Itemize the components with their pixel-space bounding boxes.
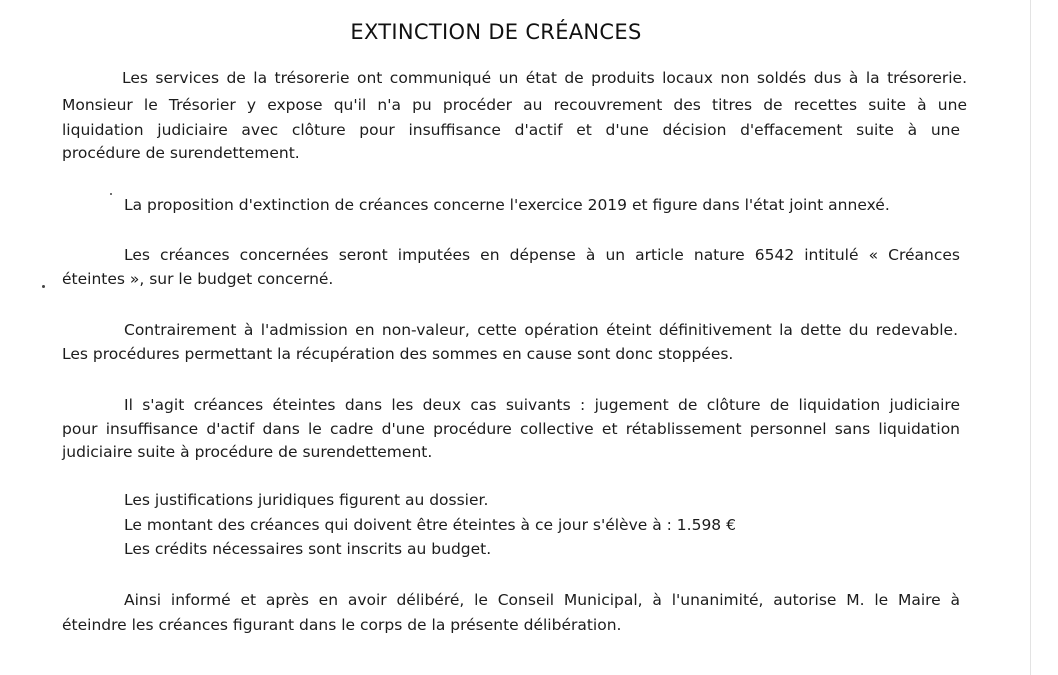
- scan-speck: [110, 193, 112, 195]
- paragraph-line: Les crédits nécessaires sont inscrits au budget.: [124, 540, 492, 558]
- paragraph-line: Les justifications juridiques figurent au dossier.: [124, 491, 489, 509]
- paragraph-line: Les procédures permettant la récupération des sommes en cause sont donc stoppées.: [62, 345, 734, 363]
- paragraph-line: Le montant des créances qui doivent être éteintes à ce jour s'élève à : 1.598 €: [124, 516, 736, 534]
- paragraph-line: judiciaire suite à procédure de surendettement.: [62, 443, 433, 461]
- paragraph-line: Il s'agit créances éteintes dans les deux cas suivants : jugement de clôture de liquidation judiciaire: [124, 396, 960, 414]
- paragraph-line: Ainsi informé et après en avoir délibéré, le Conseil Municipal, à l'unanimité, autorise M. le Maire à: [124, 591, 960, 609]
- paragraph-line: éteindre les créances figurant dans le corps de la présente délibération.: [62, 616, 622, 634]
- scan-speck: [42, 285, 45, 288]
- paragraph-line: Monsieur le Trésorier y expose qu'il n'a pu procéder au recouvrement des titres de recettes suite à une: [62, 96, 967, 114]
- paragraph-line: Contrairement à l'admission en non-valeur, cette opération éteint définitivement la dette du redevable.: [124, 321, 958, 339]
- scan-edge-line: [1030, 0, 1031, 675]
- paragraph-line: La proposition d'extinction de créances concerne l'exercice 2019 et figure dans l'état joint annexé.: [124, 196, 890, 214]
- paragraph-line: éteintes », sur le budget concerné.: [62, 270, 334, 288]
- paragraph-line: Les créances concernées seront imputées en dépense à un article nature 6542 intitulé « Créances: [124, 246, 960, 264]
- paragraph-line: Les services de la trésorerie ont communiqué un état de produits locaux non soldés dus à la trésorerie.: [122, 69, 967, 87]
- paragraph-line: pour insuffisance d'actif dans le cadre d'une procédure collective et rétablissement personnel sans liquidation: [62, 420, 960, 438]
- document-title: EXTINCTION DE CRÉANCES: [350, 20, 642, 44]
- paragraph-line: liquidation judiciaire avec clôture pour insuffisance d'actif et d'une décision d'effacement suite à une: [62, 121, 960, 139]
- paragraph-line: procédure de surendettement.: [62, 144, 300, 162]
